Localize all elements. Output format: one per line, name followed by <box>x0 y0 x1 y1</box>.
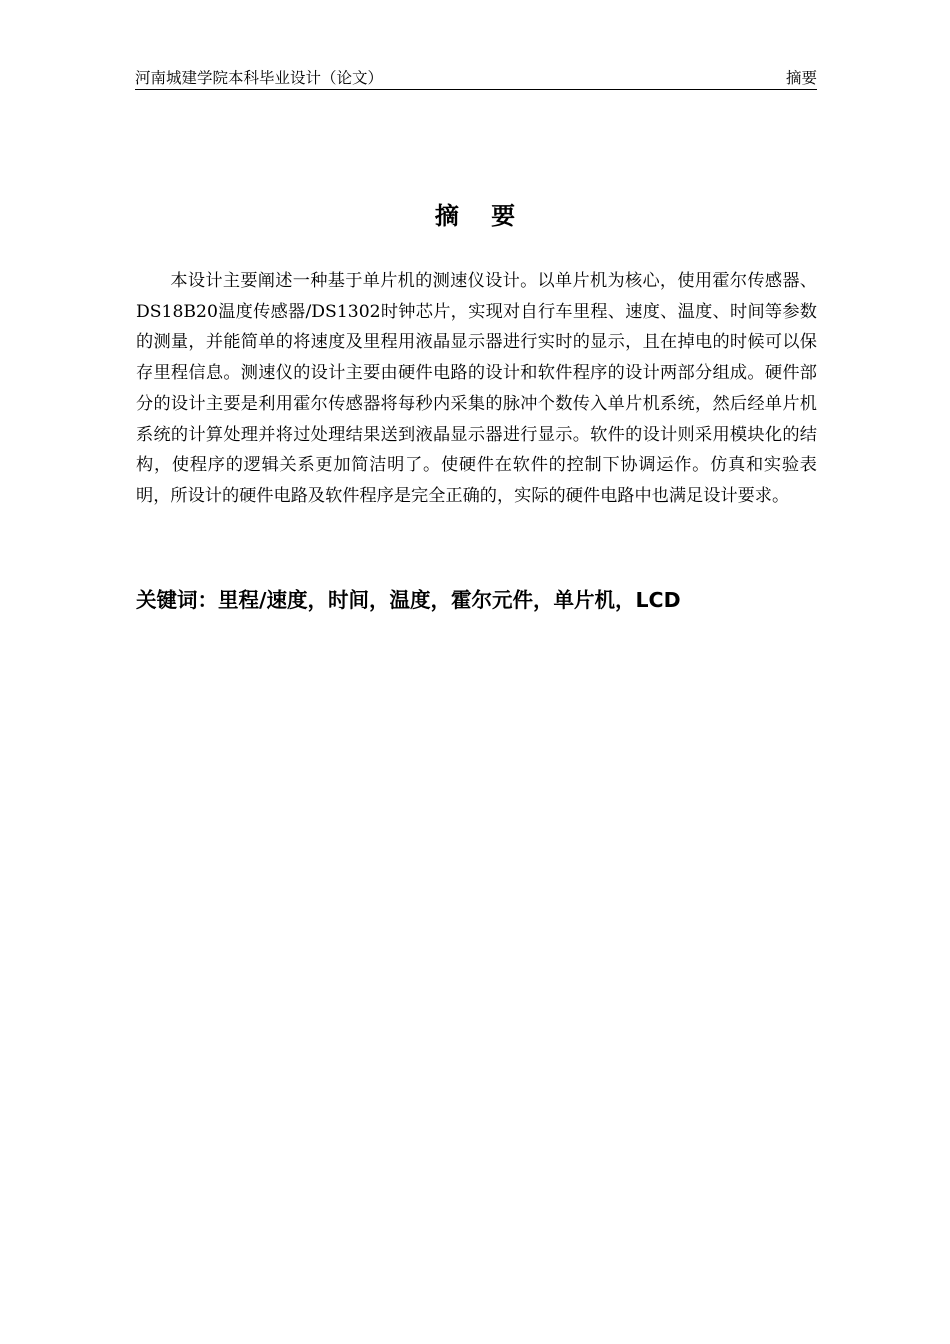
keywords-list: 里程/速度，时间，温度，霍尔元件，单片机，LCD <box>218 588 681 612</box>
keywords-label: 关键词： <box>136 588 218 612</box>
header-school-title: 河南城建学院本科毕业设计（论文） <box>135 69 384 87</box>
abstract-title: 摘 要 <box>434 202 528 230</box>
abstract-body: 本设计主要阐述一种基于单片机的测速仪设计。以单片机为核心，使用霍尔传感器、DS18B20温度传感器/DS1302时钟芯片，实现对自行车里程、速度、温度、时间等参数的测量，并能简单的将速度及里程用液晶显示器进行实时的显示，且在掉电的时候可以保存里程信息。测速仪的设计主要由硬件电路的设计和软件程序的设计两部分组成。硬件部分的设计主要是利用霍尔传感器将每秒内采集的脉冲个数传入单片机系统，然后经单片机系统的计算处理并将过处理结果送到液晶显示器进行显示。软件的设计则采用模块化的结构，使程序的逻辑关系更加简洁明了。使硬件在软件的控制下协调运作。仿真和实验表明，所设计的硬件电路及软件程序是完全正确的，实际的硬件电路中也满足设计要求。 <box>136 271 817 506</box>
page-header <box>135 67 817 90</box>
header-section-name: 摘要 <box>785 69 817 87</box>
keywords-line <box>136 584 817 616</box>
